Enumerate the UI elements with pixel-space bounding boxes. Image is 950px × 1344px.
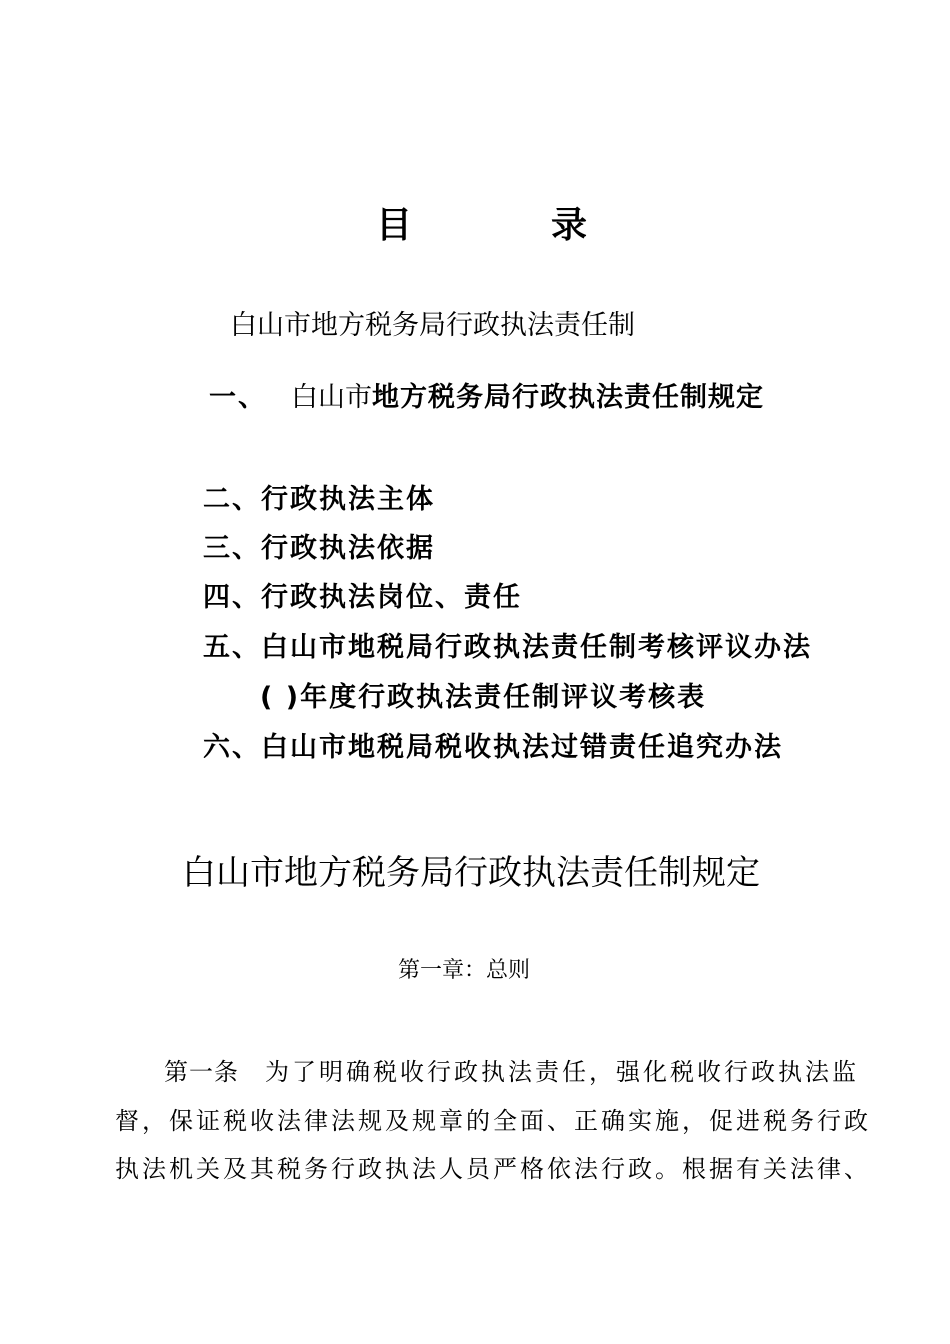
- paragraph-line-1: [164, 1055, 859, 1089]
- article-number: 第一条: [164, 1058, 239, 1086]
- toc-item-5-subitem: ( )年度行政执法责任制评议考核表: [260, 682, 707, 713]
- paragraph-text-line-1: 为了明确税收行政执法责任，强化税收行政执法监: [265, 1058, 859, 1086]
- toc-item-3: 三、行政执法依据: [203, 533, 435, 564]
- toc-item-1-title: 地方税务局行政执法责任制规定: [372, 382, 764, 413]
- toc-item-1-number: 一、: [209, 382, 267, 413]
- toc-subtitle: 白山市地方税务局行政执法责任制: [230, 310, 635, 341]
- toc-title-right-char: 录: [551, 205, 588, 246]
- toc-item-2: 二、行政执法主体: [203, 484, 435, 515]
- toc-item-5: 五、白山市地税局行政执法责任制考核评议办法: [203, 632, 812, 663]
- paragraph-line-2: 督，保证税收法律法规及规章的全面、正确实施，促进税务行政: [115, 1107, 871, 1135]
- toc-item-1: [209, 378, 764, 418]
- document-title: 白山市地方税务局行政执法责任制规定: [182, 853, 760, 893]
- toc-item-4: 四、行政执法岗位、责任: [203, 582, 522, 613]
- toc-title-left-char: 目: [376, 205, 413, 246]
- chapter-heading: 第一章：总则: [398, 958, 531, 983]
- toc-item-6: 六、白山市地税局税收执法过错责任追究办法: [203, 732, 783, 763]
- paragraph-line-3: 执法机关及其税务行政执法人员严格依法行政。根据有关法律、: [115, 1155, 871, 1183]
- toc-item-1-city: 白山市: [291, 382, 372, 413]
